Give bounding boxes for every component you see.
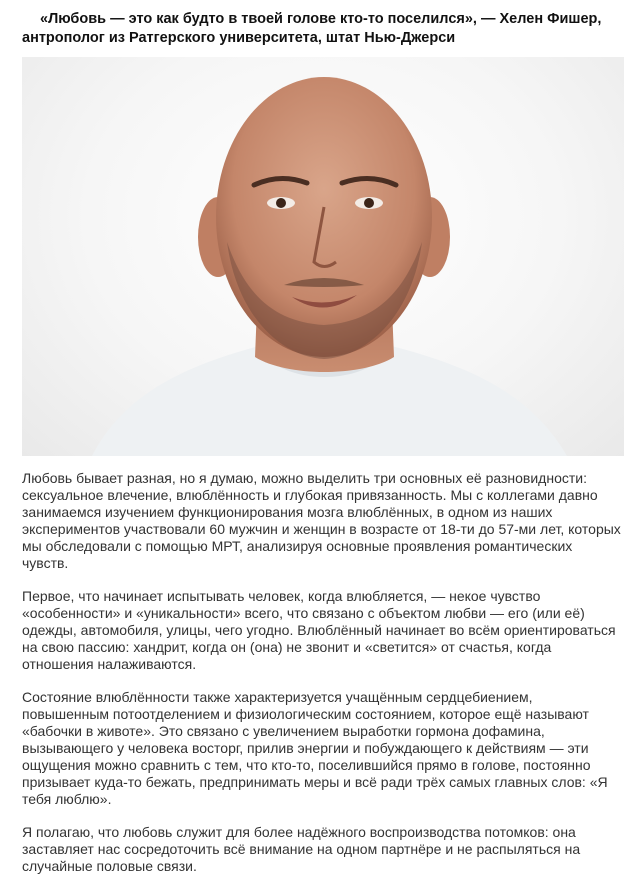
article-heading: «Любовь — это как будто в твоей голове кто-то поселился», — Хелен Фишер, антрополог из Ратгерского университета, штат Нью-Джерси [22,11,602,46]
portrait-photo [22,57,624,456]
paragraph: Первое, что начинает испытывать человек, когда влюбляется, — некое чувство «особенности» и «уникальности» всего, что связано с объектом любви — его (или её) одежды, автомобиля, улицы, чего угодно. Влюблённый начинает во всём ориентироваться на свою пассию: хандрит, когда он (она) не звонит и «светится» от счастья, когда отношения налаживаются. [22,588,616,672]
article-body [22,470,622,891]
paragraph: Я полагаю, что любовь служит для более надёжного воспроизводства потомков: она заставляет нас сосредоточить всё внимание на одном партнёре и не распыляться на случайные половые связи. [22,824,581,874]
paragraph: Состояние влюблённости также характеризуется учащённым сердцебиением, повышенным потоотделением и физиологическим состоянием, которое ещё называют «бабочки в животе». Это связано с увеличением выработки гормона дофамина, вызывающего у человека восторг, прилив энергии и побуждающего к действиям — эти ощущения можно сравнить с тем, что кто-то, поселившийся прямо в голове, постоянно призывает куда-то бежать, предпринимать меры и всё ради трёх самых главных слов: «Я тебя люблю». [22,689,608,807]
paragraph: Любовь бывает разная, но я думаю, можно выделить три основных её разновидности: сексуальное влечение, влюблённость и глубокая привязанность. Мы с коллегами давно занимаемся изучением функционирования мозга влюблённых, в одном из наших экспериментов участвовали 60 мужчин и женщин в возрасте от 18-ти до 57-ми лет, которых мы обследовали с помощью МРТ, анализируя основные проявления романтических чувств. [22,470,621,571]
portrait-illustration [22,57,624,456]
